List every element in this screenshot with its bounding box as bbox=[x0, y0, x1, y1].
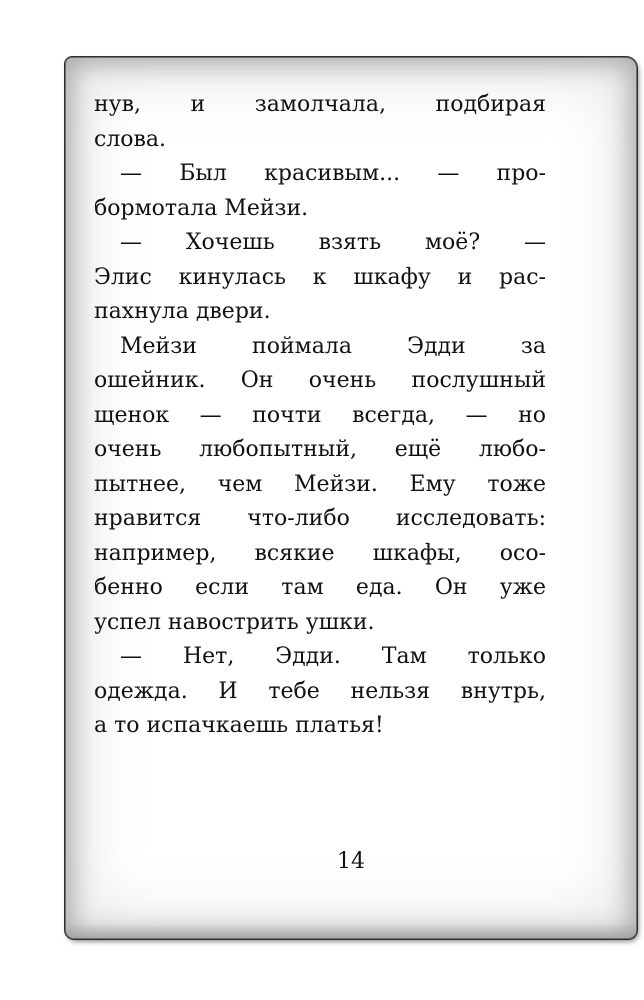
text-line: бормотала Мейзи. bbox=[94, 195, 309, 221]
text-line: а то испачкаешь платья! bbox=[94, 713, 384, 738]
text-line: — Был красивым... — про- bbox=[120, 161, 546, 186]
text-line: щенок — почти всегда, — но bbox=[94, 402, 546, 428]
text-line: ошейник. Он очень послушный bbox=[94, 368, 546, 393]
page-number: 14 bbox=[337, 849, 365, 874]
text-line: — Хочешь взять моё? — bbox=[120, 230, 546, 255]
text-line: например, всякие шкафы, осо- bbox=[94, 540, 546, 566]
text-line: Мейзи поймала Эдди за bbox=[120, 333, 546, 359]
text-line: нравится что-либо исследовать: bbox=[94, 506, 546, 531]
text-line: нув, и замолчала, подбирая bbox=[94, 92, 546, 117]
body-text bbox=[94, 88, 546, 744]
text-line: слова. bbox=[94, 126, 167, 152]
text-line: пытнее, чем Мейзи. Ему тоже bbox=[94, 471, 546, 497]
text-line: одежда. И тебе нельзя внутрь, bbox=[94, 678, 546, 704]
text-line: успел навострить ушки. bbox=[94, 609, 375, 635]
text-line: Элис кинулась к шкафу и рас- bbox=[94, 264, 546, 290]
text-line: — Нет, Эдди. Там только bbox=[120, 644, 546, 669]
text-line: бенно если там еда. Он уже bbox=[94, 575, 546, 600]
text-line: пахнула двери. bbox=[94, 299, 271, 324]
text-line: очень любопытный, ещё любо- bbox=[94, 437, 546, 462]
